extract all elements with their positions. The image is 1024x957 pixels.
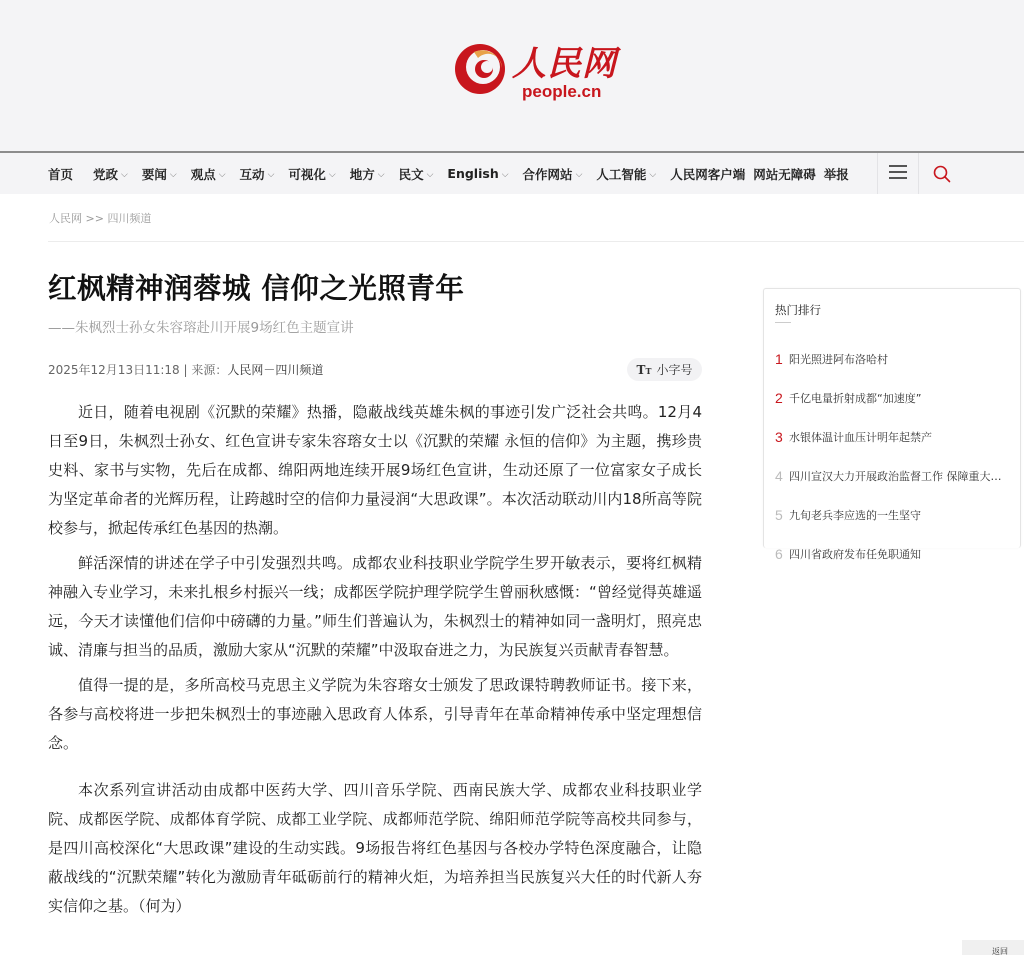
chevron-down-icon: ⌵ [501,169,509,180]
search-icon[interactable] [932,164,952,184]
rank-number: 2 [775,389,783,406]
font-size-label: 小字号 [656,363,693,377]
logo-emblem-icon [452,38,510,98]
nav-item[interactable] [48,165,73,183]
nav-item[interactable] [399,165,434,183]
hot-ranking-item[interactable] [775,456,1015,495]
breadcrumb-home-link[interactable]: 人民网 [49,212,82,225]
breadcrumb-separator: >> [85,212,104,225]
nav-item[interactable] [350,165,385,183]
hamburger-icon[interactable] [889,165,907,181]
hot-item-title: 九旬老兵李应选的一生坚守 [789,508,921,522]
site-logo[interactable] [452,38,622,104]
chevron-down-icon: ⌵ [218,169,226,180]
breadcrumb-divider [48,241,1024,242]
hot-ranking-panel [763,288,1021,562]
nav-item-label: 举报 [823,166,849,182]
hot-item-title: 四川宣汉大力开展政治监督工作 保障重大… [789,469,1002,483]
article-paragraph: 本次系列宣讲活动由成都中医药大学、四川音乐学院、西南民族大学、成都农业科技职业学院、成都医学院、成都体育学院、成都工业学院、成都师范学院、绵阳师范学院等高校共同参与，是四川高校深化“大思政课”建设的生动实践。9场报告将红色基因与各校办学特色深度融合，让隐蔽战线的“沉默荣耀”转化为激励青年砥砺前行的精神火炬，为培养担当民族复兴大任的时代新人夯实信仰之基。（何为） [48,781,702,915]
nav-item-label: 要闻 [141,166,167,182]
article-title: 红枫精神润蓉城 信仰之光照青年 [48,272,465,305]
breadcrumb [49,210,151,226]
font-size-toggle-button[interactable] [627,358,702,381]
chevron-down-icon: ⌵ [267,169,275,180]
nav-item[interactable] [670,165,745,183]
nav-item[interactable] [596,165,656,183]
nav-item-label: 人工智能 [596,166,647,182]
rank-number: 5 [775,506,783,523]
article-body [48,398,702,927]
nav-divider [918,153,919,194]
nav-item[interactable] [240,165,275,183]
source-link[interactable]: 人民网－四川频道 [227,363,324,377]
hot-ranking-item[interactable] [775,339,1015,378]
source-label: 来源： [191,363,228,377]
hot-item-title: 水银体温计血压计明年起禁产 [789,430,932,444]
chevron-down-icon: ⌵ [426,169,434,180]
chevron-down-icon: ⌵ [575,169,583,180]
logo-chinese-text: 人民网 [512,44,617,84]
nav-item[interactable] [191,165,226,183]
nav-item[interactable] [142,165,177,183]
rank-number: 6 [775,545,783,562]
nav-item-label: 观点 [190,166,216,182]
hot-ranking-list [775,339,1015,573]
nav-item[interactable] [447,166,508,181]
publish-datetime: 2025年12月13日11:18 [48,363,180,377]
nav-divider [877,153,878,194]
article-paragraph: 鲜活深情的讲述在学子中引发强烈共鸣。成都农业科技职业学院学生罗开敏表示，要将红枫精神融入专业学习，未来扎根乡村振兴一线；成都医学院护理学院学生曾丽秋感慨：“曾经觉得英雄遥远，今天才读懂他们信仰中磅礴的力量。”师生们普遍认为，朱枫烈士的精神如同一盏明灯，照亮忠诚、清廉与担当的品质，激励大家从“沉默的荣耀”中汲取奋进之力，为民族复兴贡献青春智慧。 [48,554,702,659]
chevron-down-icon: ⌵ [377,169,385,180]
rank-number: 4 [775,467,783,484]
rank-number: 1 [775,350,783,367]
nav-item[interactable] [288,165,335,183]
logo-english-text: people.cn [522,82,602,101]
font-size-icon: TT [636,362,652,377]
nav-item[interactable] [523,165,583,183]
chevron-down-icon: ⌵ [649,169,657,180]
rank-number: 3 [775,428,783,445]
nav-items [48,153,857,194]
nav-item-label: 合作网站 [522,166,573,182]
hot-item-title: 阳光照进阿布洛哈村 [789,352,888,366]
hot-title-underline [775,322,791,323]
chevron-down-icon: ⌵ [169,169,177,180]
nav-item-label: 互动 [239,166,265,182]
nav-item[interactable] [824,165,849,183]
hot-ranking-item[interactable] [775,495,1015,534]
meta-separator: | [179,363,192,377]
hot-ranking-title: 热门排行 [775,303,821,317]
article-subtitle: ——朱枫烈士孙女朱容瑢赴川开展9场红色主题宣讲 [48,320,354,336]
hot-item-title: 千亿电量折射成都“加速度” [789,391,922,405]
chevron-down-icon: ⌵ [121,169,128,180]
nav-item-label: 可视化 [288,166,326,182]
hot-ranking-item[interactable] [775,378,1015,417]
nav-item-label: 党政 [93,166,119,182]
hot-ranking-item[interactable] [775,417,1015,456]
top-banner [0,0,1024,151]
hot-item-title: 四川省政府发布任免职通知 [789,547,921,561]
nav-item[interactable] [93,165,128,183]
chevron-down-icon: ⌵ [328,169,336,180]
nav-item-label: English [447,166,499,181]
nav-item-label: 人民网客户端 [670,166,746,182]
nav-item-label: 网站无障碍 [753,166,816,182]
back-to-top-button[interactable] [962,940,1024,955]
nav-item-label: 地方 [349,166,375,182]
back-to-top-label: 返回 [992,947,1008,956]
article-paragraph: 近日，随着电视剧《沉默的荣耀》热播，隐蔽战线英雄朱枫的事迹引发广泛社会共鸣。12月4日至9日，朱枫烈士孙女、红色宣讲专家朱容瑢女士以《沉默的荣耀 永恒的信仰》为主题，携珍贵史料、家书与实物，先后在成都、绵阳两地连续开展9场红色宣讲，生动还原了一位富家女子成长为坚定革命者的光辉历程，让跨越时空的信仰力量浸润“大思政课”。本次活动联动川内18所高等院校参与，掀起传承红色基因的热潮。 [48,403,702,537]
nav-item[interactable] [753,165,816,183]
article-meta [48,361,323,378]
article-paragraph: 值得一提的是，多所高校马克思主义学院为朱容瑢女士颁发了思政课特聘教师证书。接下来，各参与高校将进一步把朱枫烈士的事迹融入思政育人体系，引导青年在革命精神传承中坚定理想信念。 [48,676,702,752]
breadcrumb-channel-link[interactable]: 四川频道 [107,212,152,225]
nav-item-label: 首页 [48,166,74,182]
main-nav [0,151,1024,194]
nav-item-label: 民文 [398,166,424,182]
hot-ranking-item[interactable] [775,534,1015,573]
